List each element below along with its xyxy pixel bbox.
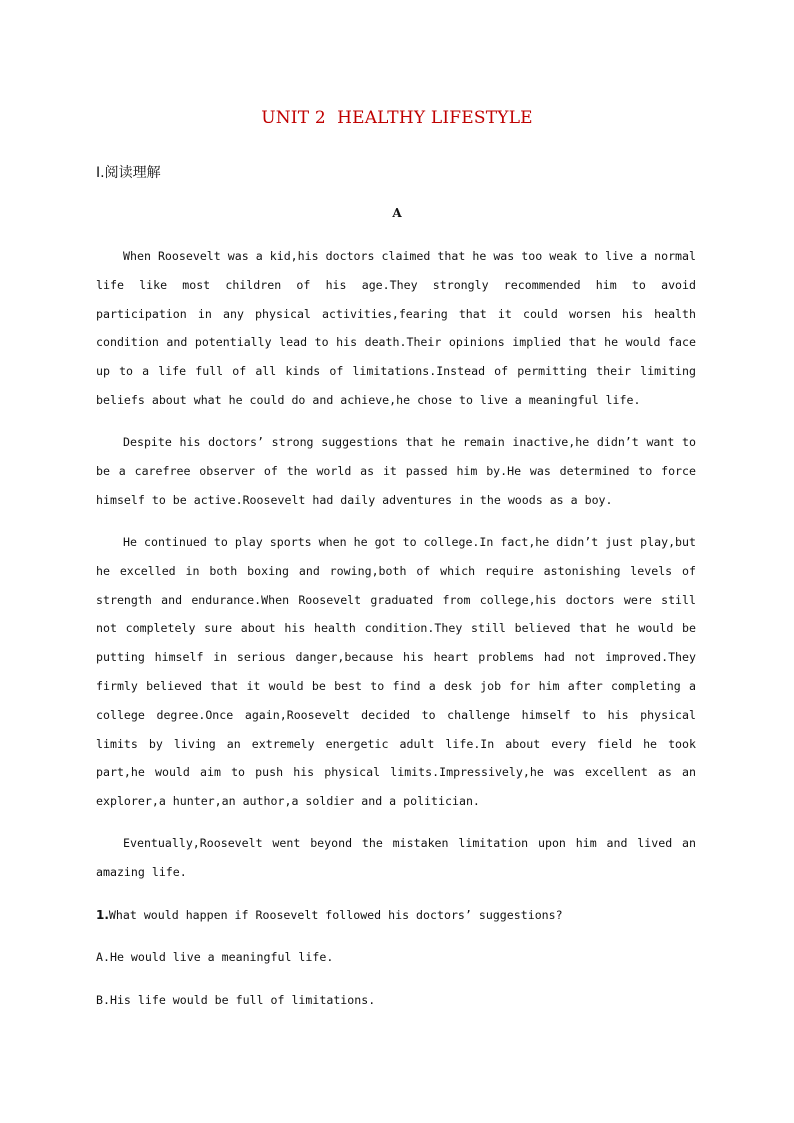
paragraph-2: Despite his doctors’ strong suggestions that he remain inactive,he didn’t want to be a carefree observer of the world as it passed him by.He was determined to force himself to be active.Roosevelt had daily adventures in the woods as a boy. [96, 435, 696, 507]
section-heading: Ⅰ.阅读理解 [96, 165, 161, 181]
question-text: What would happen if Roosevelt followed his doctors’ suggestions? [108, 908, 563, 922]
question-number: 1. [96, 908, 109, 922]
option-b: B.His life would be full of limitations. [96, 993, 376, 1007]
paragraph-1: When Roosevelt was a kid,his doctors claimed that he was too weak to live a normal life like most children of his age.They strongly recommended him to avoid participation in any physical activities,fearing that it could worsen his health condition and potentially lead to his death.Their opinions implied that he would face up to a life full of all kinds of limitations.Instead of permitting their limiting beliefs about what he could do and achieve,he chose to live a meaningful life. [96, 249, 696, 407]
question-1 [96, 905, 696, 925]
passage-label: A [392, 206, 402, 220]
paragraph-3: He continued to play sports when he got to college.In fact,he didn’t just play,but he excelled in both boxing and rowing,both of which require astonishing levels of strength and endurance.When Roosevelt graduated from college,his doctors were still not completely sure about his health condition.They still believed that he would be putting himself in serious danger,because his heart problems had not improved.They firmly believed that it would be best to find a desk job for him after completing a college degree.Once again,Roosevelt decided to challenge himself to his physical limits by living an extremely energetic adult life.In about every field he took part,he would aim to push his physical limits.Impressively,he was excellent as an explorer,a hunter,an author,a soldier and a politician. [96, 535, 696, 809]
paragraph-4: Eventually,Roosevelt went beyond the mistaken limitation upon him and lived an amazing life. [96, 836, 696, 879]
option-a: A.He would live a meaningful life. [96, 950, 334, 964]
unit-title: UNIT 2 HEALTHY LIFESTYLE [261, 108, 533, 128]
